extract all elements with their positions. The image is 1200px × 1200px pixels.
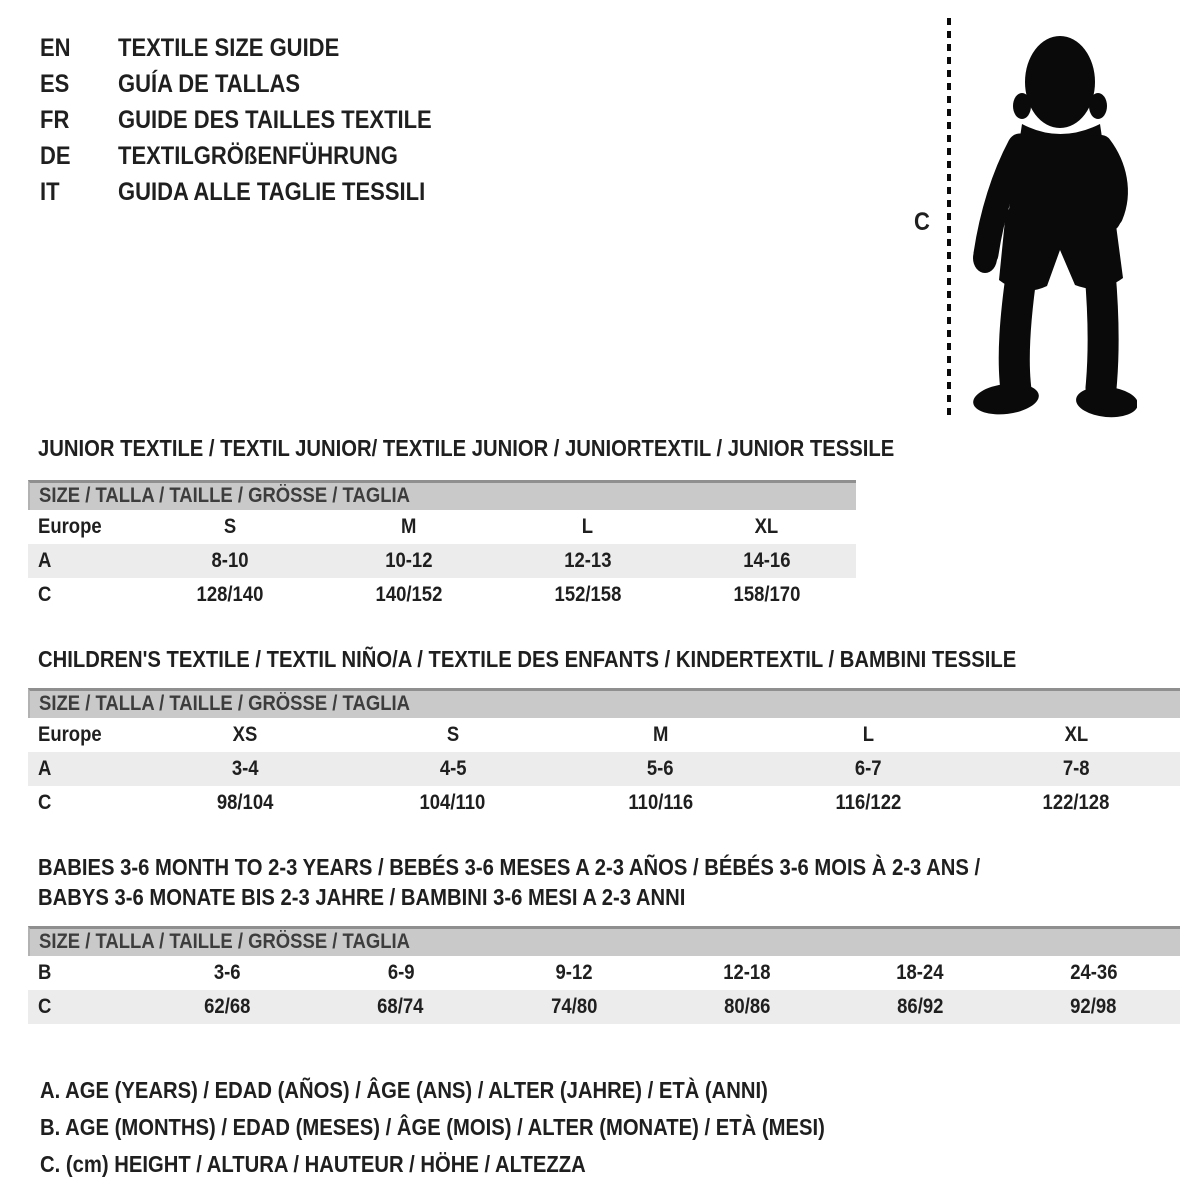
table-row <box>28 544 856 578</box>
language-row <box>40 174 475 210</box>
row-label <box>28 990 141 1024</box>
section-title-text: BABYS 3-6 MONATE BIS 2-3 JAHRE / BAMBINI 3-6 MESI A 2-3 ANNI <box>38 884 686 910</box>
cell-value <box>499 510 678 544</box>
row-label-text: B <box>38 961 52 984</box>
section-title <box>28 644 1180 674</box>
row-label-text: C <box>38 583 52 606</box>
cell-value <box>764 752 972 786</box>
cell-value <box>320 544 499 578</box>
cell-value <box>320 578 499 612</box>
cell-value-text: L <box>582 515 594 538</box>
cell-value <box>141 510 320 544</box>
language-title <box>118 138 436 174</box>
cell-value-text: 158/170 <box>733 583 801 606</box>
cell-value <box>972 718 1180 752</box>
legend-line <box>40 1146 932 1183</box>
row-label-text: Europe <box>38 723 102 746</box>
cell-value-text: 10-12 <box>385 549 433 572</box>
size-header-bar-text: SIZE / TALLA / TAILLE / GRÖSSE / TAGLIA <box>39 930 410 953</box>
cell-value-text: XL <box>1064 723 1088 746</box>
cell-value-text: S <box>446 723 459 746</box>
cell-value <box>834 956 1007 990</box>
row-label-text: A <box>38 757 52 780</box>
cell-value <box>677 578 856 612</box>
cell-value-text: XS <box>232 723 258 746</box>
babies-textile-section <box>28 852 1180 1024</box>
cell-value-text: 12-13 <box>564 549 612 572</box>
cell-value-text: 122/128 <box>1042 791 1110 814</box>
language-code <box>40 174 118 210</box>
cell-value-text: 3-4 <box>231 757 259 780</box>
size-header-bar <box>28 926 1180 956</box>
language-code-text: IT <box>40 178 60 206</box>
table-row <box>28 990 1180 1024</box>
language-code <box>40 30 118 66</box>
cell-value <box>499 578 678 612</box>
legend-line <box>40 1109 932 1146</box>
cell-value <box>314 956 487 990</box>
cell-value <box>141 718 349 752</box>
cell-value-text: 18-24 <box>896 961 944 984</box>
cell-value-text: 14-16 <box>742 549 791 572</box>
table-row <box>28 786 1180 820</box>
section-title <box>28 433 1011 463</box>
cell-value-text: 104/110 <box>419 791 486 814</box>
cell-value-text: 12-18 <box>723 961 771 984</box>
cell-value <box>141 752 349 786</box>
size-table <box>28 480 856 612</box>
cell-value <box>349 786 557 820</box>
row-label <box>28 544 141 578</box>
row-label-text: A <box>38 549 52 572</box>
row-label-text: Europe <box>38 515 102 538</box>
cell-value-text: 140/152 <box>375 583 443 606</box>
cell-value-text: 6-9 <box>387 961 415 984</box>
row-label <box>28 786 141 820</box>
size-table <box>28 926 1180 1024</box>
cell-value-text: 4-5 <box>439 757 467 780</box>
language-row <box>40 66 475 102</box>
section-title-text: JUNIOR TEXTILE / TEXTIL JUNIOR/ TEXTILE JUNIOR / JUNIORTEXTIL / JUNIOR TESSILE <box>38 435 895 461</box>
language-title-text: TEXTILE SIZE GUIDE <box>118 34 340 62</box>
section-title <box>28 882 1180 912</box>
section-title <box>28 852 1180 882</box>
language-title-text: TEXTILGRÖßENFÜHRUNG <box>118 142 398 170</box>
language-title-list <box>40 30 475 210</box>
cell-value-text: S <box>224 515 237 538</box>
legend-line-text: A. AGE (YEARS) / EDAD (AÑOS) / ÂGE (ANS) / ALTER (JAHRE) / ETÀ (ANNI) <box>40 1077 768 1103</box>
cell-value <box>661 956 834 990</box>
size-header-bar <box>28 688 1180 718</box>
cell-value-text: 116/122 <box>835 791 902 814</box>
cell-value <box>661 990 834 1024</box>
cell-value-text: 98/104 <box>216 791 274 814</box>
cell-value <box>557 786 765 820</box>
language-title-text: GUÍA DE TALLAS <box>118 70 301 98</box>
cell-value <box>499 544 678 578</box>
language-code <box>40 102 118 138</box>
legend-line-text: B. AGE (MONTHS) / EDAD (MESES) / ÂGE (MOIS) / ALTER (MONATE) / ETÀ (MESI) <box>40 1114 825 1140</box>
language-code-text: ES <box>40 70 70 98</box>
height-dashed-line-icon <box>947 18 951 418</box>
cell-value <box>487 990 660 1024</box>
cell-value <box>1007 956 1180 990</box>
cell-value-text: 110/116 <box>628 791 693 814</box>
cell-value-text: 9-12 <box>555 961 593 984</box>
language-row <box>40 30 475 66</box>
language-title <box>118 174 467 210</box>
table-row <box>28 718 1180 752</box>
legend-line-text: C. (cm) HEIGHT / ALTURA / HAUTEUR / HÖHE / ALTEZZA <box>40 1151 586 1177</box>
cell-value-text: XL <box>754 515 779 538</box>
cell-value <box>557 718 765 752</box>
table-row <box>28 752 1180 786</box>
cell-value <box>349 752 557 786</box>
cell-value-text: L <box>862 723 874 746</box>
cell-value-text: 3-6 <box>214 961 241 984</box>
cell-value <box>141 956 314 990</box>
row-label <box>28 718 141 752</box>
cell-value-text: 128/140 <box>196 583 264 606</box>
language-row <box>40 138 475 174</box>
cell-value <box>764 718 972 752</box>
toddler-silhouette-icon <box>962 18 1137 418</box>
cell-value-text: M <box>652 723 669 746</box>
junior-textile-section <box>28 433 1011 612</box>
cell-value <box>349 718 557 752</box>
language-row <box>40 102 475 138</box>
size-table <box>28 688 1180 820</box>
language-title-text: GUIDA ALLE TAGLIE TESSILI <box>118 178 426 206</box>
language-code-text: DE <box>40 142 71 170</box>
size-header-bar-text: SIZE / TALLA / TAILLE / GRÖSSE / TAGLIA <box>39 692 410 715</box>
row-label <box>28 956 141 990</box>
row-label <box>28 510 141 544</box>
row-label <box>28 752 141 786</box>
table-row <box>28 956 1180 990</box>
row-label <box>28 578 141 612</box>
cell-value-text: 80/86 <box>723 995 771 1018</box>
language-code <box>40 138 118 174</box>
cell-value-text: 24-36 <box>1069 961 1118 984</box>
cell-value-text: 7-8 <box>1062 757 1090 780</box>
cell-value-text: 92/98 <box>1070 995 1117 1018</box>
size-header-bar-text: SIZE / TALLA / TAILLE / GRÖSSE / TAGLIA <box>39 484 410 507</box>
row-label-text: C <box>38 995 52 1018</box>
language-title <box>118 30 369 66</box>
cell-value <box>141 990 314 1024</box>
cell-value-text: 62/68 <box>204 995 251 1018</box>
cell-value-text: 152/158 <box>554 583 622 606</box>
measure-c-label: C <box>914 208 930 236</box>
cell-value <box>141 578 320 612</box>
cell-value-text: 68/74 <box>377 995 424 1018</box>
cell-value <box>487 956 660 990</box>
cell-value <box>764 786 972 820</box>
cell-value <box>141 544 320 578</box>
children-textile-section <box>28 644 1180 820</box>
cell-value <box>972 786 1180 820</box>
cell-value-text: 8-10 <box>211 549 249 572</box>
cell-value <box>557 752 765 786</box>
table-row <box>28 578 856 612</box>
cell-value-text: 74/80 <box>550 995 598 1018</box>
cell-value <box>1007 990 1180 1024</box>
table-row <box>28 510 856 544</box>
legend-line <box>40 1072 932 1109</box>
size-header-bar <box>28 480 856 510</box>
language-title-text: GUIDE DES TAILLES TEXTILE <box>118 106 432 134</box>
cell-value <box>141 786 349 820</box>
cell-value <box>677 544 856 578</box>
row-label-text: C <box>38 791 52 814</box>
cell-value-text: M <box>401 515 417 538</box>
cell-value-text: 86/92 <box>897 995 944 1018</box>
language-title <box>118 66 325 102</box>
cell-value-text: 5-6 <box>647 757 674 780</box>
language-code-text: EN <box>40 34 71 62</box>
section-title-text: CHILDREN'S TEXTILE / TEXTIL NIÑO/A / TEXTILE DES ENFANTS / KINDERTEXTIL / BAMBINI TESSILE <box>38 646 1017 672</box>
cell-value <box>314 990 487 1024</box>
section-title-text: BABIES 3-6 MONTH TO 2-3 YEARS / BEBÉS 3-6 MESES A 2-3 AÑOS / BÉBÉS 3-6 MOIS À 2-3 ANS / <box>38 854 981 880</box>
legend <box>40 1072 932 1183</box>
height-measure-figure <box>900 0 1200 430</box>
cell-value-text: 6-7 <box>854 757 882 780</box>
cell-value <box>320 510 499 544</box>
cell-value <box>834 990 1007 1024</box>
language-code-text: FR <box>40 106 70 134</box>
cell-value <box>972 752 1180 786</box>
language-title <box>118 102 475 138</box>
cell-value <box>677 510 856 544</box>
language-code <box>40 66 118 102</box>
